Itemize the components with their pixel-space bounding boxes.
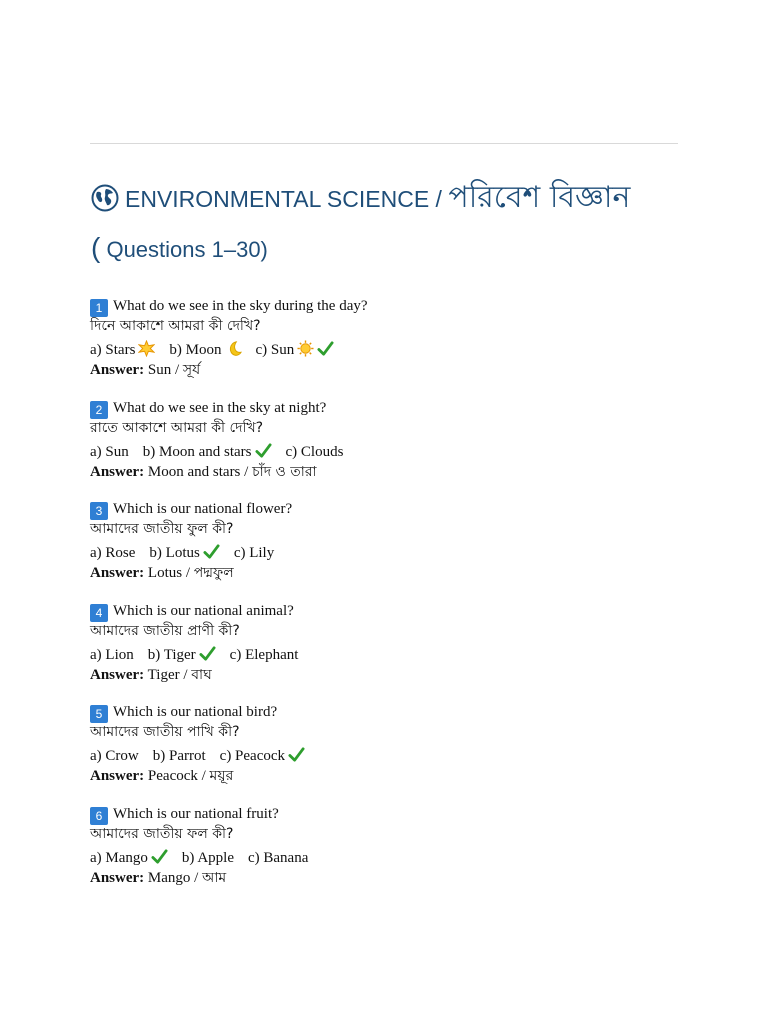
options-row [90,442,690,462]
check-icon [151,848,168,865]
answer-line [90,868,690,888]
option-label: a) Crow [90,748,139,765]
answer-line [90,360,690,380]
answer-english: Peacock / [147,768,206,785]
question-bengali: আমাদের জাতীয় ফল কী? [90,825,234,842]
options-row [90,746,690,766]
question-bengali: আমাদের জাতীয় পাখি কী? [90,724,240,741]
option-label: c) Sun [255,342,295,358]
option-a [90,444,129,460]
option-a [90,748,139,764]
option-label: c) Lily [233,545,275,562]
answer-bengali: পদ্মফুল [193,565,234,582]
check-icon [203,543,220,560]
option-label: c) Elephant [229,646,299,663]
question-bengali: আমাদের জাতীয় প্রাণী কী? [90,622,240,639]
answer-label: Answer: [90,768,145,785]
answer-english: Sun / [147,362,180,378]
page-title [91,176,691,221]
title-english: ENVIRONMENTAL SCIENCE / [125,186,442,212]
page-subtitle [91,228,268,270]
check-icon [255,442,272,459]
option-b [149,545,219,561]
question-text: Which is our national animal? [113,602,294,619]
option-c [234,545,274,561]
question-english [90,499,690,520]
question-item [90,702,690,804]
question-english [90,601,690,622]
answer-label: Answer: [90,869,145,886]
options-row [90,543,690,563]
question-number-badge: 1 [90,299,108,317]
answer-english: Tiger / [147,666,188,683]
question-list [90,296,690,906]
answer-label: Answer: [90,463,145,480]
option-label: a) Mango [90,849,148,866]
option-label: b) Parrot [152,748,206,765]
answer-bengali: ময়ূর [209,768,234,785]
question-item [90,499,690,601]
answer-english: Moon and stars / [147,463,249,480]
answer-label: Answer: [90,565,145,582]
option-b [182,850,234,866]
option-c [230,647,299,663]
answer-english: Mango / [147,869,199,886]
answer-line [90,563,690,583]
option-b [169,342,241,358]
question-english [90,398,690,419]
check-icon [288,746,305,763]
option-c [248,850,308,866]
question-text: What do we see in the sky during the day? [113,298,368,314]
option-a [90,850,168,866]
answer-bengali: সূর্য [182,362,201,378]
question-text: Which is our national fruit? [113,805,279,822]
options-row [90,848,690,868]
answer-label: Answer: [90,666,145,683]
option-label: b) Tiger [147,646,196,663]
option-c [220,748,305,764]
check-icon [199,645,216,662]
question-bengali: দিনে আকাশে আমরা কী দেখি? [90,318,261,334]
question-item [90,601,690,703]
question-bengali: রাতে আকাশে আমরা কী দেখি? [90,419,264,436]
question-item [90,296,690,398]
option-b [143,444,272,460]
answer-bengali: বাঘ [191,666,212,683]
question-number-badge: 2 [90,401,108,419]
question-english [90,296,690,317]
answer-line [90,462,690,482]
answer-line [90,665,690,685]
question-item [90,398,690,500]
answer-english: Lotus / [147,565,190,582]
option-label: b) Apple [181,849,234,866]
subtitle-text: Questions 1–30) [106,237,268,262]
option-a [90,545,135,561]
option-label: b) Moon [169,342,222,358]
star-icon [138,340,155,357]
check-icon [317,340,334,357]
option-label: c) Peacock [219,748,286,765]
question-number-badge: 5 [90,705,108,723]
question-text: Which is our national flower? [113,501,293,518]
question-bengali: আমাদের জাতীয় ফুল কী? [90,521,234,538]
moon-icon [225,340,242,357]
option-label: a) Sun [90,443,129,460]
question-item [90,804,690,906]
option-label: b) Lotus [149,545,200,562]
answer-bengali: চাঁদ ও তারা [252,463,317,480]
question-english [90,702,690,723]
answer-bengali: আম [202,869,227,886]
header-divider [90,143,678,144]
option-label: b) Moon and stars [142,443,252,460]
option-a [90,647,134,663]
question-number-badge: 3 [90,502,108,520]
answer-line [90,766,690,786]
sun-icon [297,340,314,357]
option-b [153,748,206,764]
option-b [148,647,216,663]
option-c [256,342,335,358]
answer-label: Answer: [90,362,145,378]
option-a [90,342,155,358]
options-row [90,645,690,665]
option-label: a) Stars [90,342,136,358]
question-english [90,804,690,825]
question-number-badge: 6 [90,807,108,825]
option-label: a) Rose [90,545,136,562]
globe-icon [91,184,119,212]
option-label: a) Lion [90,646,134,663]
question-text: Which is our national bird? [113,704,278,721]
title-bengali: পরিবেশ বিজ্ঞান [448,180,631,215]
subtitle-paren: ( [91,232,101,263]
option-label: c) Clouds [285,443,344,460]
option-label: c) Banana [247,849,309,866]
question-text: What do we see in the sky at night? [113,399,327,416]
option-c [286,444,344,460]
question-number-badge: 4 [90,604,108,622]
options-row [90,340,690,360]
